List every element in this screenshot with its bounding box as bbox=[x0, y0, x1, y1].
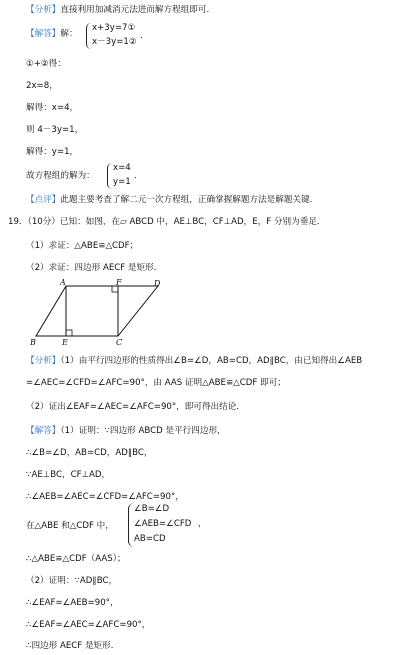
analysis-text: 直接利用加减消元法进而解方程组即可. bbox=[60, 5, 210, 15]
label-e: E bbox=[62, 338, 68, 347]
solution-2-line-5: ∴△ABE≌△CDF（AAS）； bbox=[26, 554, 126, 564]
analysis-tag: 【分析】 bbox=[26, 5, 61, 15]
solution-2-line-6: （2）证明：∵AD∥BC， bbox=[26, 576, 118, 586]
parallelogram-figure bbox=[30, 278, 170, 348]
solution-2-line-2: ∴∠B=∠D，AB=CD，AD∥BC， bbox=[26, 448, 153, 458]
solution-2-line-7: ∴∠EAF=∠AEB=90°， bbox=[26, 598, 119, 608]
label-d: D bbox=[154, 279, 161, 288]
solution-2-text-1: （1）证明：∵四边形 ABCD 是平行四边形， bbox=[60, 426, 226, 436]
solution-tag: 【解答】 bbox=[26, 29, 61, 39]
analysis-2-tag: 【分析】 bbox=[26, 356, 61, 366]
comment-tag: 【点评】 bbox=[26, 195, 61, 205]
system-eq-2: x－3y=1② bbox=[92, 37, 137, 47]
q19-text: 已知：如图，在▱ ABCD 中，AE⊥BC，CF⊥AD，E，F 分别为垂足． bbox=[59, 217, 326, 227]
solution-2-tag: 【解答】 bbox=[26, 426, 61, 436]
step-3: 解得：x=4， bbox=[26, 103, 79, 113]
system-brace bbox=[86, 23, 91, 49]
parallelogram-abcd bbox=[36, 286, 158, 336]
condition-3: AB=CD bbox=[134, 534, 166, 544]
solution-2-line-3: ∵AE⊥BC，CF⊥AD， bbox=[26, 470, 111, 480]
solution-2-line-8: ∴∠EAF=∠AEC=∠AFC=90°， bbox=[26, 620, 151, 630]
solution-2-line-1 bbox=[26, 425, 226, 437]
result-x: x=4 bbox=[113, 163, 131, 173]
q19-number: 19．（10分） bbox=[8, 217, 60, 227]
analysis-2-line-2: =∠AEC=∠CFD=∠AFC=90°，由 AAS 证明△ABE≌△CDF 即可； bbox=[26, 378, 286, 388]
solution-1-header bbox=[26, 28, 78, 40]
solution-2-line-9: ∴四边形 AECF 是矩形． bbox=[26, 641, 120, 651]
analysis-2-text-1: （1）由平行四边形的性质得出∠B=∠D，AB=CD，AD∥BC，由已知得出∠AEB bbox=[60, 356, 363, 366]
label-c: C bbox=[116, 338, 123, 347]
condition-1: ∠B=∠D bbox=[134, 504, 170, 514]
solution-2-line-4: ∴∠AEB=∠AEC=∠CFD=∠AFC=90°， bbox=[26, 492, 184, 502]
step-1: ①+②得： bbox=[26, 59, 66, 69]
label-f: F bbox=[116, 278, 122, 287]
system-eq-1: x+3y=7① bbox=[92, 23, 136, 33]
solution-lead: 解： bbox=[60, 29, 78, 39]
q19-part-1: （1）求证：△ABE≌△CDF； bbox=[26, 241, 139, 251]
conclusion: 故方程组的解为： bbox=[26, 171, 95, 181]
label-b: B bbox=[30, 338, 36, 347]
result-end: ． bbox=[134, 171, 143, 181]
result-brace bbox=[107, 163, 112, 189]
q19-stem bbox=[8, 216, 326, 228]
step-2: 2x=8， bbox=[26, 81, 58, 91]
result-y: y=1 bbox=[113, 177, 131, 187]
q19-part-2: （2）求证：四边形 AECF 是矩形． bbox=[26, 263, 163, 273]
comment-1 bbox=[26, 194, 318, 206]
step-4: 则 4－3y=1， bbox=[26, 125, 84, 135]
in-triangle: 在△ABE 和△CDF 中， bbox=[26, 521, 114, 531]
analysis-1 bbox=[26, 4, 209, 16]
right-angle-e bbox=[66, 330, 72, 336]
condition-2: ∠AEB=∠CFD bbox=[134, 519, 192, 529]
analysis-2-line-1 bbox=[26, 355, 362, 367]
label-a: A bbox=[60, 278, 66, 287]
step-5: 解得：y=1， bbox=[26, 147, 79, 157]
conditions-end: ， bbox=[198, 519, 207, 529]
comment-text: 此题主要考查了解二元一次方程组，正确掌握解题方法是解题关键． bbox=[60, 195, 319, 205]
system-end: ． bbox=[140, 31, 149, 41]
analysis-2-line-3: （2）证出∠EAF=∠AEC=∠AFC=90°，即可得出结论． bbox=[26, 402, 245, 412]
